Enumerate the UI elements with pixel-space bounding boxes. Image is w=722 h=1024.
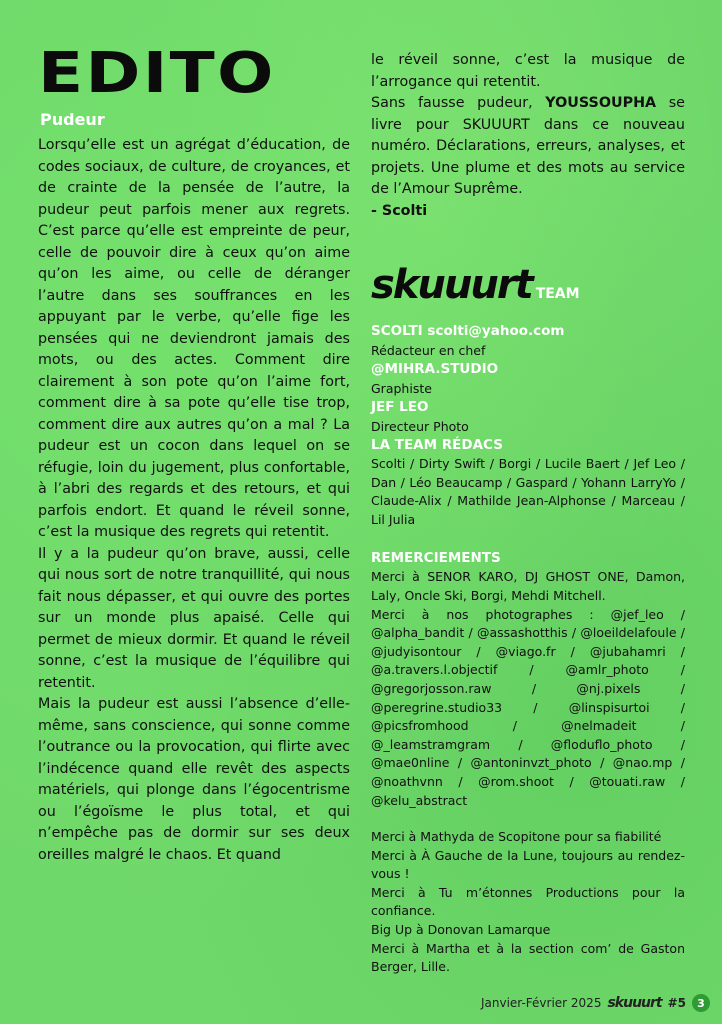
text-run: Sans fausse pudeur, bbox=[371, 95, 546, 111]
artist-name: YOUSSOUPHA bbox=[545, 95, 657, 111]
thanks-paragraph: Merci à Tu m’étonnes Productions pour la confiance. bbox=[371, 884, 685, 919]
page-number: 3 bbox=[692, 994, 710, 1012]
edito-youssoupha-paragraph bbox=[371, 93, 685, 201]
thanks-title: REMERCIEMENTS bbox=[371, 550, 501, 567]
thanks-paragraph: Merci à SENOR KARO, DJ GHOST ONE, Damon, Laly, Oncle Ski, Borgi, Mehdi Mitchell. bbox=[371, 569, 685, 603]
skuuurt-team-logo bbox=[371, 262, 580, 310]
team-writers-list: Scolti / Dirty Swift / Borgi / Lucile Baert / Jef Leo / Dan / Léo Beaucamp / Gaspard / Yohann LarryYo / Claude-Alix / Mathilde Jean-Alphonse / Marceau / Lil Julia bbox=[371, 456, 685, 527]
issue-date: Janvier-Février 2025 bbox=[480, 996, 602, 1010]
edito-column-right bbox=[371, 50, 685, 222]
team-member-role: Graphiste bbox=[371, 381, 432, 396]
footer-logo: skuuurt bbox=[607, 995, 662, 1011]
thanks-photographers: Merci à nos photographes : @jef_leo / @alpha_bandit / @assashotthis / @loeildelafoule / @judyisontour / @viago.fr / @jubahamri / @a.travers.l.objectif / @amlr_photo / @gregorjosson.raw / @nj.pixels / @peregrine.studio33 / @linspisurtoi / @picsfromhood / @nelmadeit / @_leamstramgram / @floduflo_photo / @mae0nline / @antoninvzt_photo / @nao.mp / @noathvnn / @rom.shoot / @touati.raw / @kelu_abstract bbox=[371, 606, 685, 808]
edito-signature: - Scolti bbox=[371, 202, 428, 219]
team-member-role: Directeur Photo bbox=[371, 419, 469, 434]
team-label: TEAM bbox=[535, 286, 580, 302]
edito-paragraph: Mais la pudeur est aussi l’absence d’elle-même, sans conscience, qui sonne comme l’outrance ou la provocation, qui flirte avec l’indécence quand elle revêt des aspects matériels, qui plonge dans l’égocentrisme ou l’égoïsme le plus total, et qui n’empêche pas de dormir sur ses deux oreilles malgré le chaos. Et quand bbox=[38, 696, 350, 863]
thanks-paragraph: Merci à Martha et à la section com’ de Gaston Berger, Lille. bbox=[371, 940, 685, 975]
edito-column-left bbox=[38, 41, 350, 866]
team-member-name: SCOLTI scolti@yahoo.com bbox=[371, 323, 565, 339]
edito-continuation: le réveil sonne, c’est la musique de l’arrogance qui retentit. bbox=[371, 52, 685, 90]
team-member-name: LA TEAM RÉDACS bbox=[371, 437, 503, 453]
text-run: se livre pour SKUUURT dans ce nouveau numéro. Déclarations, erreurs, analyses, et projets. Une plume et des mots au service de l’Amour Suprême. bbox=[371, 95, 685, 197]
thanks-paragraph: Merci à Mathyda de Scopitone pour sa fiabilité bbox=[371, 829, 662, 845]
team-section bbox=[371, 322, 685, 977]
team-member-name: JEF LEO bbox=[371, 399, 429, 415]
edito-paragraph: Il y a la pudeur qu’on brave, aussi, celle qui nous sort de notre tranquillité, qui nous fait nous dépasser, et qui ouvre des portes sur un monde plus apaisé. Celle qui permet de mieux dormir. Et quand le réveil sonne, c’est la musique de l’équilibre qui retentit. bbox=[38, 545, 350, 691]
team-member-role: Rédacteur en chef bbox=[371, 343, 486, 358]
team-member-name: @MIHRA.STUDIO bbox=[371, 361, 499, 377]
edito-subtitle: Pudeur bbox=[40, 110, 105, 129]
edito-paragraph: Lorsqu’elle est un agrégat d’éducation, de codes sociaux, de culture, de croyances, et de crainte de la pensée de l’autre, la pudeur peut parfois mener aux regrets. C’est parce qu’elle est empreinte de peur, celle de pouvoir dire à ceux qu’on aime qu’on les aime, ou celle de déranger l’autre dans ses souffrances en les appuyant par le verbe, qu’elle fige les pensées qui ne deviendront jamais des mots, ou des actes. Comment dire clairement à son pote qu’on l’aime fort, comment dire à sa pote qu’elle tise trop, comment dire aux autres qu’on a mal ? La pudeur est un cocon dans lequel on se réfugie, loin du jugement, plus confortable, à l’abri des regards et des retours, et qui parfois endort. Et quand le réveil sonne, c’est la musique des regrets qui retentit. bbox=[38, 137, 350, 540]
issue-number: #5 bbox=[667, 996, 686, 1010]
page-title: EDITO bbox=[38, 41, 276, 106]
edito-body bbox=[38, 135, 350, 866]
thanks-paragraph: Big Up à Donovan Lamarque bbox=[371, 922, 551, 938]
skuuurt-logo: skuuurt bbox=[371, 262, 532, 308]
page-footer bbox=[481, 994, 710, 1012]
thanks-paragraph: Merci à À Gauche de la Lune, toujours au rendez-vous ! bbox=[371, 847, 685, 882]
